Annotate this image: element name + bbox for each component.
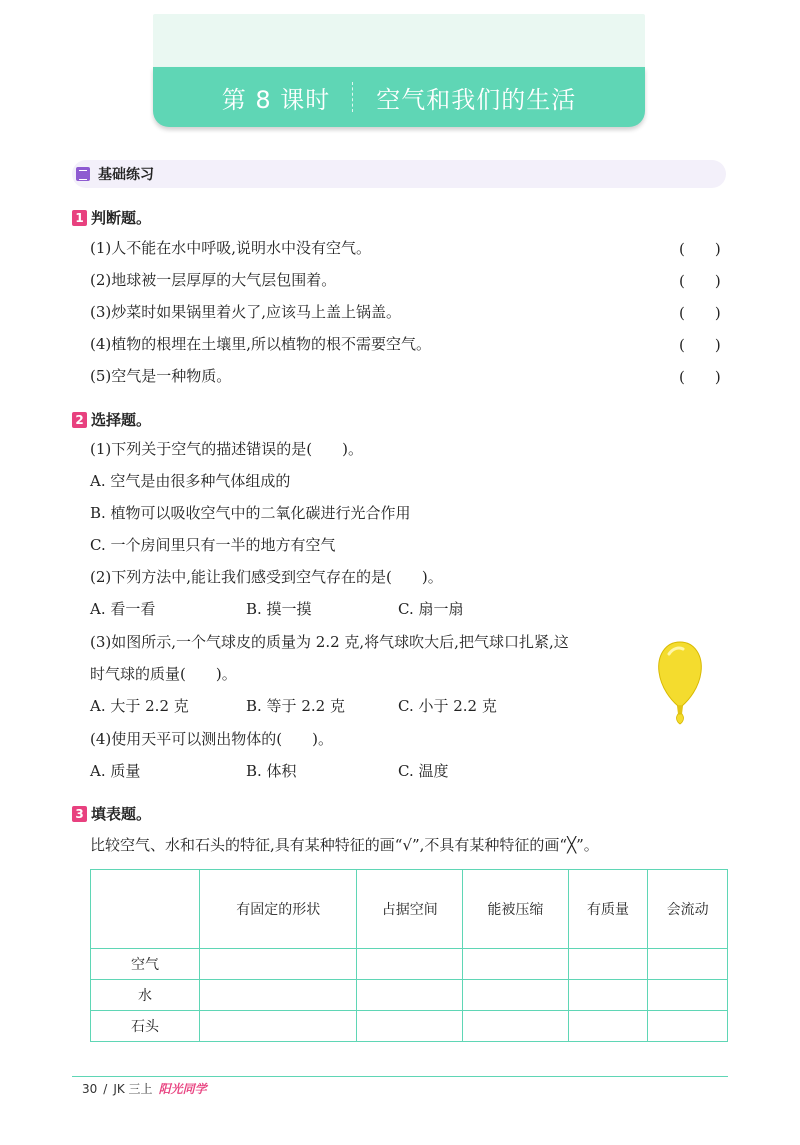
answer-cell[interactable]	[200, 980, 357, 1011]
question-1-title	[72, 207, 151, 228]
answer-cell[interactable]	[648, 949, 728, 980]
table-row	[91, 949, 728, 980]
page-number: 30	[82, 1081, 98, 1096]
answer-blank: ( )	[679, 272, 721, 290]
answer-cell[interactable]	[463, 980, 569, 1011]
row-label: 水	[91, 980, 200, 1011]
q2-2-option-a: A. 看一看	[90, 600, 156, 618]
q2-3-stem-line-1: (3)如图所示,一个气球皮的质量为 2.2 克,将气球吹大后,把气球口扎紧,这	[90, 633, 569, 651]
question-number-badge: 1	[72, 210, 87, 226]
q2-3-option-c: C. 小于 2.2 克	[398, 697, 497, 715]
table-header-cell: 会流动	[648, 870, 728, 949]
balloon-image	[655, 638, 705, 728]
grade-label: JK 三上	[113, 1082, 153, 1096]
q2-1-option-c: C. 一个房间里只有一半的地方有空气	[90, 536, 336, 554]
q2-2-stem: (2)下列方法中,能让我们感受到空气存在的是( )。	[90, 568, 443, 586]
q1-item-5: (5)空气是一种物质。	[90, 367, 232, 385]
q2-4-option-c: C. 温度	[398, 762, 449, 780]
q1-item-3: (3)炒菜时如果锅里着火了,应该马上盖上锅盖。	[90, 303, 402, 321]
answer-blank: ( )	[679, 304, 721, 322]
q2-1-option-b: B. 植物可以吸收空气中的二氧化碳进行光合作用	[90, 504, 411, 522]
q2-1-option-a: A. 空气是由很多种气体组成的	[90, 472, 291, 490]
footer-divider	[72, 1076, 728, 1077]
answer-cell[interactable]	[568, 980, 648, 1011]
table-header-cell: 有固定的形状	[200, 870, 357, 949]
row-label: 空气	[91, 949, 200, 980]
lesson-title: 空气和我们的生活	[376, 85, 577, 114]
answer-blank: ( )	[679, 336, 721, 354]
q2-3-option-a: A. 大于 2.2 克	[90, 697, 189, 715]
lesson-number: 第 8 课时	[221, 85, 331, 114]
q1-item-1: (1)人不能在水中呼吸,说明水中没有空气。	[90, 239, 372, 257]
question-3-title	[72, 803, 151, 824]
answer-blank: ( )	[679, 368, 721, 386]
section-label: 基础练习	[98, 167, 154, 183]
table-row	[91, 1011, 728, 1042]
answer-cell[interactable]	[357, 949, 463, 980]
question-2-title	[72, 409, 151, 430]
answer-cell[interactable]	[568, 1011, 648, 1042]
footer-slash: /	[103, 1081, 108, 1096]
answer-cell[interactable]	[463, 949, 569, 980]
answer-cell[interactable]	[463, 1011, 569, 1042]
table-header-cell	[91, 870, 200, 949]
answer-cell[interactable]	[200, 949, 357, 980]
answer-cell[interactable]	[648, 980, 728, 1011]
q2-4-option-a: A. 质量	[90, 762, 141, 780]
q2-4-stem: (4)使用天平可以测出物体的( )。	[90, 730, 333, 748]
q1-item-2: (2)地球被一层厚厚的大气层包围着。	[90, 271, 337, 289]
lesson-header	[153, 67, 645, 127]
q2-2-option-c: C. 扇一扇	[398, 600, 464, 618]
question-title-text: 选择题。	[91, 411, 152, 429]
q2-4-option-b: B. 体积	[246, 762, 297, 780]
row-label: 石头	[91, 1011, 200, 1042]
brand-logo: 阳光同学	[158, 1082, 207, 1096]
table-header-cell: 占据空间	[357, 870, 463, 949]
table-header-row	[91, 870, 728, 949]
comparison-table	[90, 869, 728, 1042]
q2-1-stem: (1)下列关于空气的描述错误的是( )。	[90, 440, 363, 458]
document-icon	[76, 167, 90, 181]
q3-instruction: 比较空气、水和石头的特征,具有某种特征的画“√”,不具有某种特征的画“╳”。	[90, 836, 599, 854]
table-row	[91, 980, 728, 1011]
table-header-cell: 有质量	[568, 870, 648, 949]
answer-cell[interactable]	[357, 1011, 463, 1042]
q1-item-4: (4)植物的根埋在土壤里,所以植物的根不需要空气。	[90, 335, 432, 353]
q2-3-option-b: B. 等于 2.2 克	[246, 697, 345, 715]
question-number-badge: 2	[72, 412, 87, 428]
question-title-text: 填表题。	[91, 805, 152, 823]
answer-cell[interactable]	[357, 980, 463, 1011]
question-number-badge: 3	[72, 806, 87, 822]
q2-2-option-b: B. 摸一摸	[246, 600, 312, 618]
answer-cell[interactable]	[648, 1011, 728, 1042]
answer-cell[interactable]	[200, 1011, 357, 1042]
header-divider	[352, 82, 354, 112]
section-basic-practice	[72, 160, 726, 188]
q2-3-stem-line-2: 时气球的质量( )。	[90, 665, 237, 683]
page-footer	[82, 1080, 207, 1097]
question-title-text: 判断题。	[91, 209, 152, 227]
table-header-cell: 能被压缩	[463, 870, 569, 949]
answer-blank: ( )	[679, 240, 721, 258]
answer-cell[interactable]	[568, 949, 648, 980]
